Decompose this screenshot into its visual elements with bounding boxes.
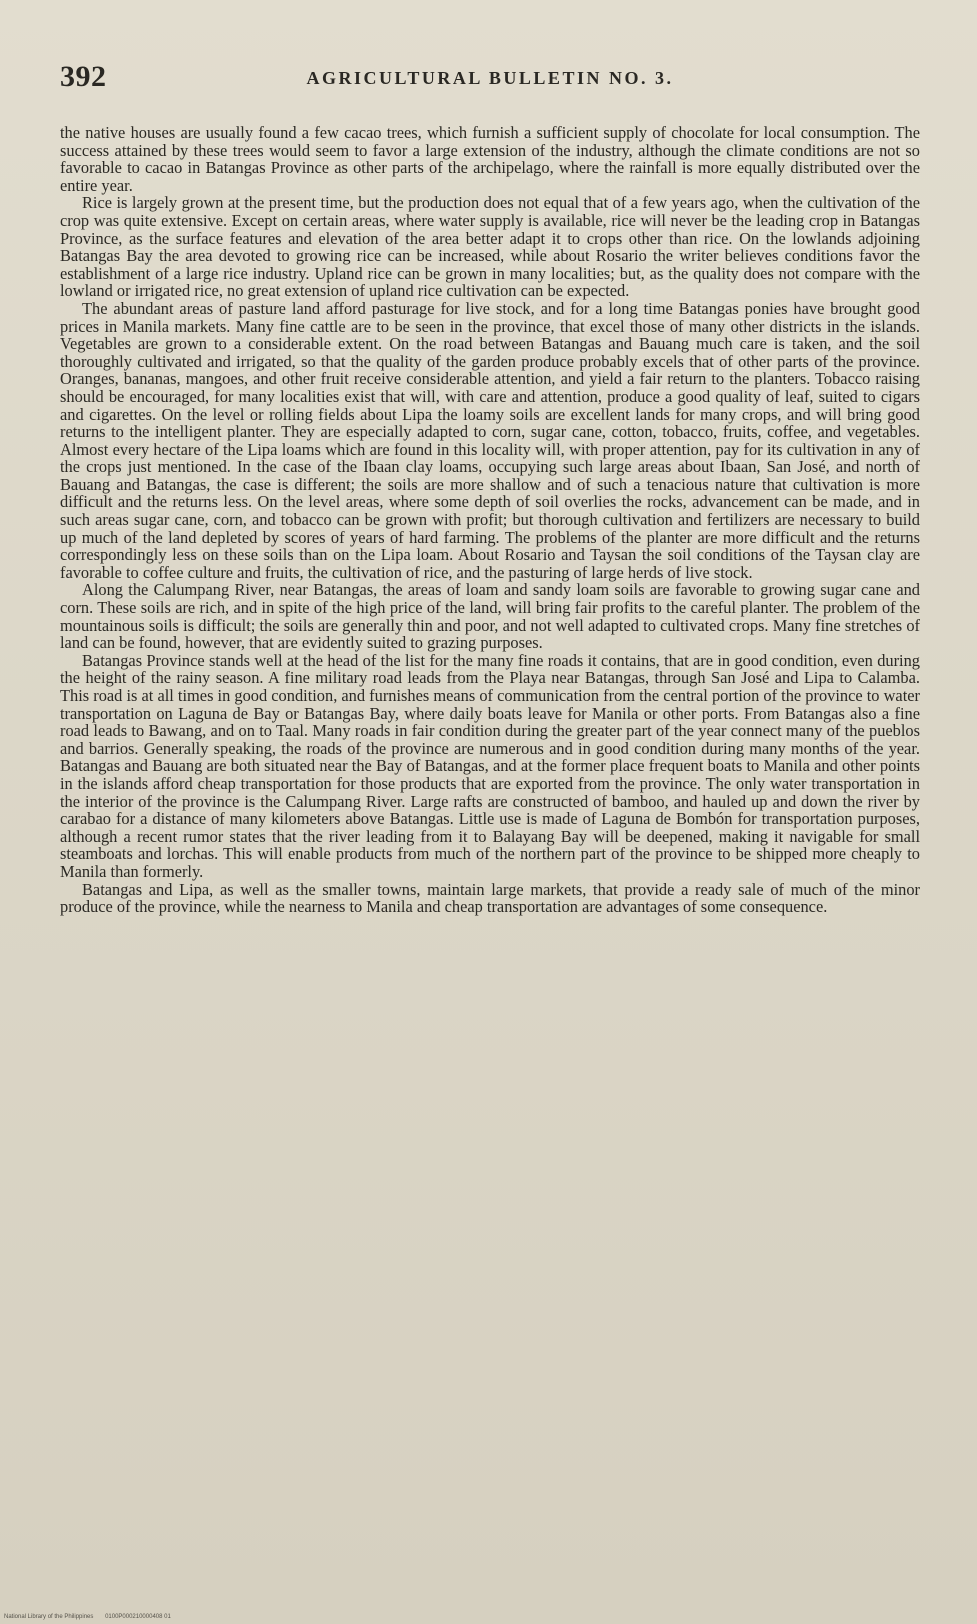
paragraph: Rice is largely grown at the present time, but the production does not equal that of a few years ago, when the cultivation of the crop was quite extensive. Except on certain areas, where water supply is available, rice will never be the leading crop in Batangas Province, as the surface features and elevation of the area better adapt it to crops other than rice. On the lowlands adjoining Batangas Bay the area devoted to growing rice can be increased, while about Rosario the writer believes conditions favor the establishment of a large rice industry. Upland rice can be grown in many localities; but, as the quality does not compare with the lowland or irrigated rice, no great extension of upland rice cultivation can be expected. [60, 193, 920, 301]
library-credit: National Library of the Philippines [4, 1614, 94, 1620]
paragraph: the native houses are usually found a few cacao trees, which furnish a sufficient supply of chocolate for local consumption. The success attained by these trees would seem to favor a large extension of the industry, although the climate conditions are not so favorable to cacao in Batangas Province as other parts of the archipelago, where the rainfall is more equally distributed over the entire year. [60, 123, 920, 195]
running-head: AGRICULTURAL BULLETIN NO. 3. [306, 68, 674, 88]
paragraph: Batangas and Lipa, as well as the smaller towns, maintain large markets, that provide a ready sale of much of the minor produce of the province, while the nearness to Manila and cheap transportation are advantages of some consequence. [60, 879, 920, 917]
body-text [60, 124, 920, 916]
paragraph: Along the Calumpang River, near Batangas, the areas of loam and sandy loam soils are favorable to growing sugar cane and corn. These soils are rich, and in spite of the high price of the land, will bring fair profits to the careful planter. The problem of the mountainous soils is difficult; the soils are generally thin and poor, and not well adapted to cultivated crops. Many fine stretches of land can be found, however, that are evidently suited to grazing purposes. [60, 580, 920, 653]
scan-code: 0100P000210000408 01 [105, 1614, 171, 1620]
paragraph: The abundant areas of pasture land afford pasturage for live stock, and for a long time Batangas ponies have brought good prices in Manila markets. Many fine cattle are to be seen in the province, that excel those of many other districts in the islands. Vegetables are grown to a considerable extent. On the road between Batangas and Bauang much care is taken, and the soil thoroughly cultivated and irrigated, so that the quality of the garden produce probably excels that of other parts of the province. Oranges, bananas, mangoes, and other fruit receive considerable attention, and yield a fair return to the planters. Tobacco raising should be encouraged, for many localities exist that will, with care and attention, produce a good quality of leaf, suited to cigars and cigarettes. On the level or rolling fields about Lipa the loamy soils are excellent lands for many crops, and will bring good returns to the intelligent planter. They are especially adapted to corn, sugar cane, cotton, tobacco, fruits, coffee, and vegetables. Almost every hectare of the Lipa loams which are found in this locality will, with proper attention, pay for its cultivation in any of the crops just mentioned. In the case of the Ibaan clay loams, occupying such large areas about Ibaan, San José, and north of Bauang and Batangas, the case is different; the soils are more shallow and of such a tenacious nature that cultivation is more difficult and the returns less. On the level areas, where some depth of soil overlies the rocks, advancement can be made, and in such areas sugar cane, corn, and tobacco can be grown with profit; but thorough cultivation and fertilizers are necessary to build up much of the land depleted by scores of years of hard farming. The problems of the planter are more difficult and the returns correspondingly less on these soils than on the Lipa loam. About Rosario and Taysan the soil conditions of the Taysan clay are favorable to coffee culture and fruits, the cultivation of rice, and the pasturing of large herds of live stock. [60, 298, 920, 582]
paragraph: Batangas Province stands well at the head of the list for the many fine roads it contains, that are in good condition, even during the height of the rainy season. A fine military road leads from the Playa near Batangas, through San José and Lipa to Calamba. This road is at all times in good condition, and furnishes means of communication from the central portion of the province to water transportation on Laguna de Bay or Batangas Bay, where daily boats leave for Manila or other ports. From Batangas also a fine road leads to Bawang, and on to Taal. Many roads in fair condition during the greater part of the year connect many of the pueblos and barrios. Generally speaking, the roads of the province are numerous and in good condition during many months of the year. Batangas and Bauang are both situated near the Bay of Batangas, and at the former place frequent boats to Manila and other points in the islands afford cheap transportation for those products that are exported from the province. The only water transportation in the interior of the province is the Calumpang River. Large rafts are constructed of bamboo, and hauled up and down the river by carabao for a distance of many kilometers above Batangas. Little use is made of Laguna de Bombón for transportation purposes, although a recent rumor states that the river leading from it to Balayang Bay will be deepened, making it navigable for small steamboats and lorchas. This will enable products from much of the northern part of the province to be shipped more cheaply to Manila than formerly. [60, 650, 920, 881]
page-header [60, 60, 920, 100]
scan-footer [4, 1614, 181, 1620]
page-number: 392 [60, 60, 107, 93]
